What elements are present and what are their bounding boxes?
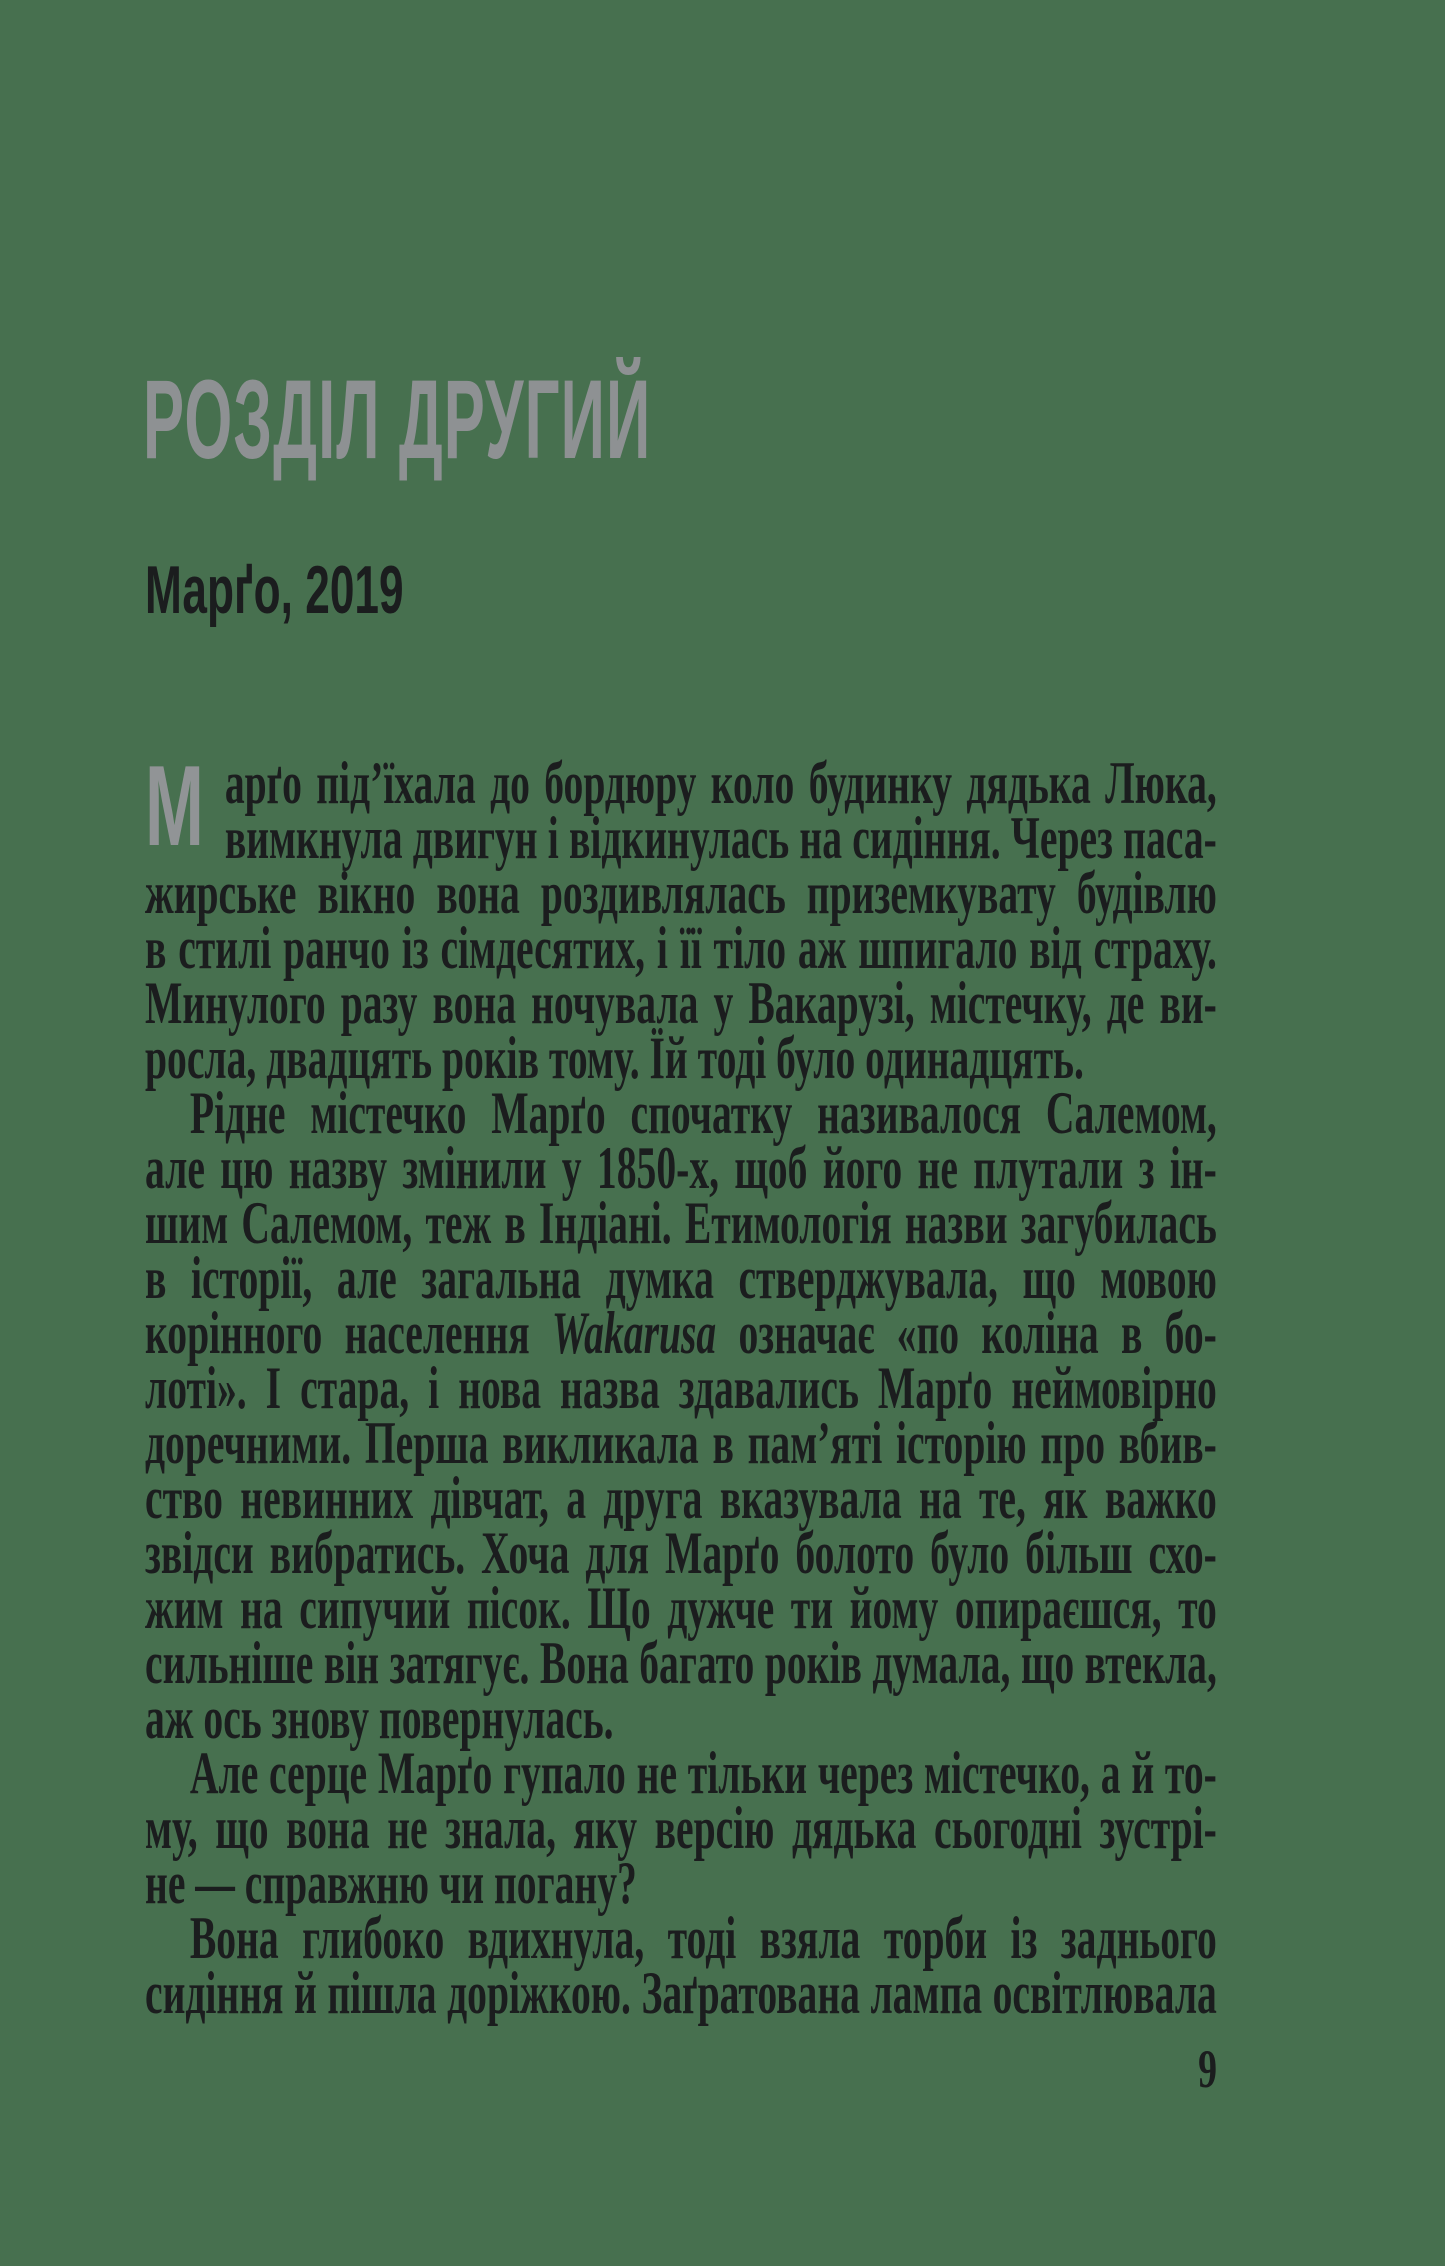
chapter-title: РОЗДІЛ ДРУГИЙ bbox=[143, 357, 652, 482]
text-line: в історії, але загальна думка стверджувала, що мовою bbox=[145, 1245, 1217, 1311]
body-text bbox=[145, 750, 1217, 2026]
text-line: росла, двадцять років тому. Їй тоді було одинадцять. bbox=[145, 1025, 1084, 1091]
text-line: Рідне містечко Марґо спочатку називалося Салемом, bbox=[189, 1080, 1217, 1146]
text-line: але цю назву змінили у 1850-х, щоб його не плутали з ін- bbox=[145, 1135, 1217, 1201]
text-line: лоті». І стара, і нова назва здавались Марґо неймовірно bbox=[145, 1355, 1217, 1421]
text-line: не — справжню чи погану? bbox=[145, 1850, 637, 1916]
text-line: вимкнула двигун і відкинулась на сидіння. Через паса- bbox=[224, 805, 1217, 871]
page-number: 9 bbox=[1198, 2039, 1217, 2099]
text-line: му, що вона не знала, яку версію дядька сьогодні зустрі- bbox=[145, 1795, 1217, 1861]
text-line: в стилі ранчо із сімдесятих, і її тіло аж шпигало від страху. bbox=[145, 915, 1217, 981]
text-line: Минулого разу вона ночувала у Вакарузі, містечку, де ви- bbox=[145, 970, 1217, 1036]
drop-cap: М bbox=[145, 743, 204, 870]
text-line: арґо під’їхала до бордюру коло будинку дядька Люка, bbox=[224, 750, 1217, 816]
text-line: жим на сипучий пісок. Що дужче ти йому опираєшся, то bbox=[145, 1575, 1217, 1641]
text-line: сидіння й пішла доріжкою. Заґратована лампа освітлювала bbox=[145, 1960, 1217, 2026]
chapter-subtitle: Марґо, 2019 bbox=[145, 552, 404, 628]
text-line: ство невинних дівчат, а друга вказувала на те, як важко bbox=[145, 1465, 1217, 1531]
text-line: Вона глибоко вдихнула, тоді взяла торби із заднього bbox=[189, 1905, 1217, 1971]
text-line: шим Салемом, теж в Індіані. Етимологія назви загубилась bbox=[145, 1190, 1217, 1256]
text-line: аж ось знову повернулась. bbox=[145, 1685, 614, 1751]
text-line: доречними. Перша викликала в пам’яті історію про вбив- bbox=[145, 1410, 1217, 1476]
text-line: жирське вікно вона роздивлялась приземкувату будівлю bbox=[145, 860, 1217, 926]
text-line: сильніше він затягує. Вона багато років думала, що втекла, bbox=[145, 1630, 1217, 1696]
text-line: корінного населення Wakarusa означає «по коліна в бо- bbox=[145, 1300, 1217, 1366]
text-line: Але серце Марґо гупало не тільки через містечко, а й то- bbox=[189, 1740, 1217, 1806]
text-line: звідси вибратись. Хоча для Марґо болото було більш схо- bbox=[145, 1520, 1217, 1586]
